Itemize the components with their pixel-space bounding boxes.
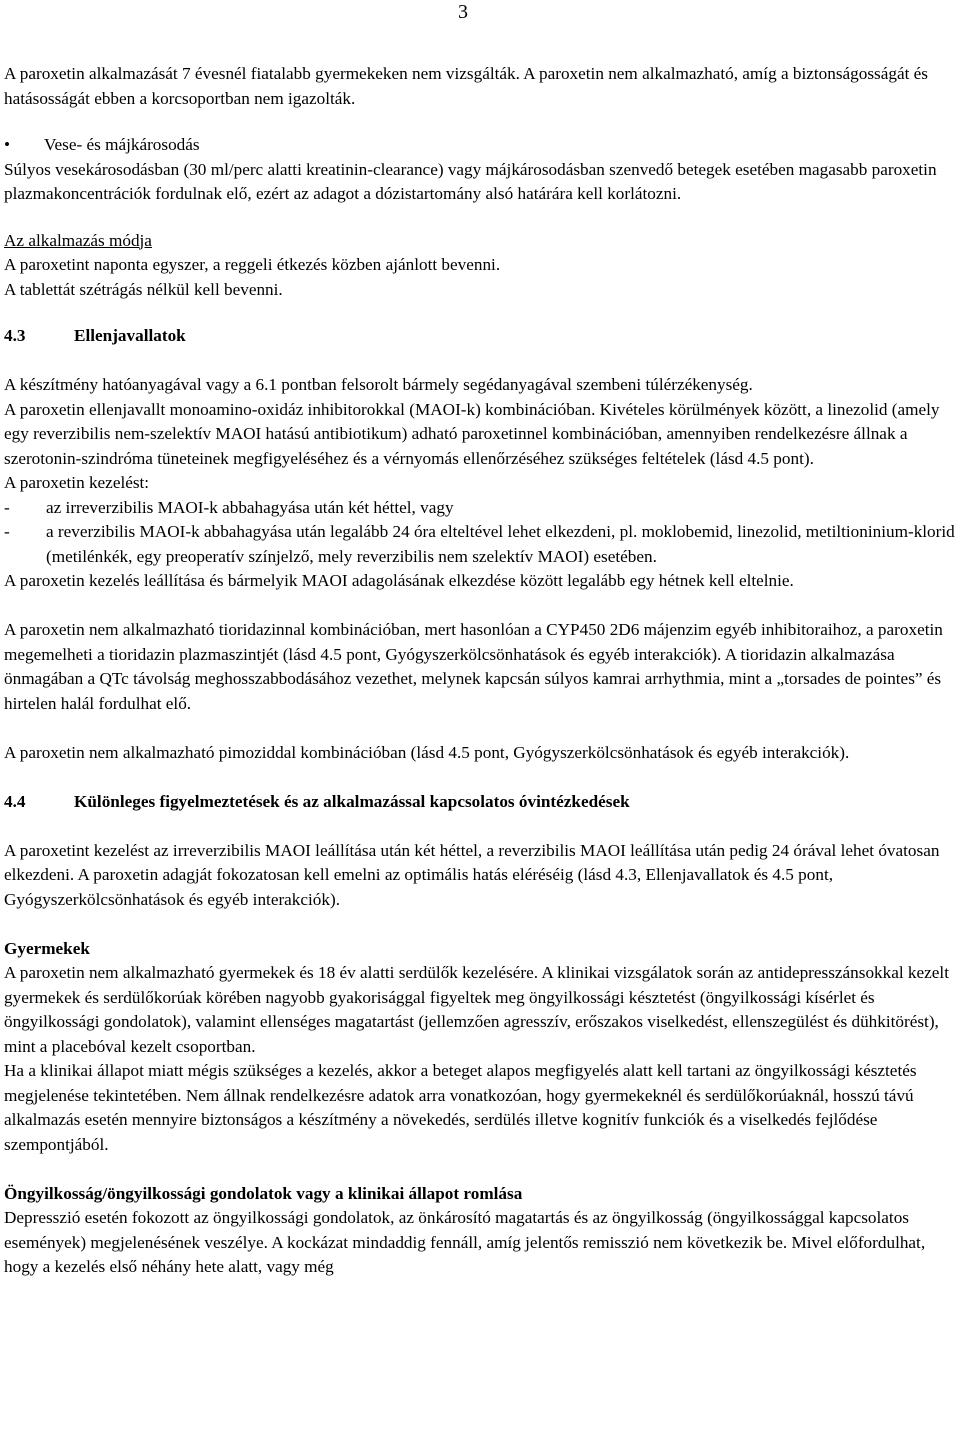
section-title: Ellenjavallatok	[74, 326, 186, 345]
kidney-title-text: Vese- és májkárosodás	[44, 135, 200, 154]
contra-paragraph-3: A paroxetin kezelést:	[4, 473, 150, 492]
warning-paragraph-1: A paroxetint kezelést az irreverzibilis MAOI leállítása után két héttel, a reverzibilis MAOI leállítása után pedig 24 órával lehet óvatosan elkezdeni. A paroxetin adagját fokozatosan kell emelni az optimális hatás eléréséig (lásd 4.3, Ellenjavallatok és 4.5 pont, Gyógyszerkölcsönhatások és egyéb interakciók).	[4, 840, 940, 909]
page-number: 3	[458, 1, 468, 23]
children-title: Gyermekek	[4, 938, 90, 958]
suicide-title: Öngyilkosság/öngyilkossági gondolatok vagy a klinikai állapot romlása	[4, 1183, 523, 1203]
children-paragraph-2: Ha a klinikai állapot miatt mégis szükséges a kezelés, akkor a beteget alapos megfigyelés alatt kell tartani az öngyilkossági késztetés megjelenése tekintetében. Nem állnak rendelkezésre adatok arra vonatkozóan, hogy gyermekeknél és serdülőkorúaknál, hosszú távú alkalmazás esetén mennyire biztonságos a készítmény a növekedés, serdülés illetve kognitív funkciók és a viselkedés fejlődése szempontjából.	[4, 1061, 917, 1154]
kidney-section-title	[4, 133, 956, 158]
contra-paragraph-4: A paroxetin kezelés leállítása és bármelyik MAOI adagolásának elkezdése között legalább egy hétnek kell eltelnie.	[4, 571, 794, 590]
section-number: 4.3	[4, 326, 26, 345]
contra-paragraph-2: A paroxetin ellenjavallt monoamino-oxidáz inhibitorokkal (MAOI-k) kombinációban. Kivételes körülmények között, a linezolid (amely egy reverzibilis nem-szelektív MAOI hatású antibiotikum) adható paroxetinnel kombinációban, amennyiben rendelkezésre állnak a szerotonin-szindróma tüneteinek megfigyeléséhez és a vérnyomás ellenőrzéséhez szükséges feltételek (lásd 4.5 pont).	[4, 399, 940, 468]
suicide-paragraph-1: Depresszió esetén fokozott az öngyilkossági gondolatok, az önkárosító magatartás és az öngyilkosság (öngyilkossággal kapcsolatos események) megjelenésének veszélye. A kockázat mindaddig fennáll, amíg jelentős remisszió nem következik be. Mivel előfordulhat, hogy a kezelés első néhány hete alatt, vagy még	[4, 1208, 926, 1276]
administration-line-1: A paroxetint naponta egyszer, a reggeli étkezés közben ajánlott bevenni.	[4, 255, 501, 274]
document-body	[4, 62, 956, 1280]
dash-marker: -	[4, 522, 10, 541]
kidney-paragraph: Súlyos vesekárosodásban (30 ml/perc alatti kreatinin-clearance) vagy májkárosodásban szenvedő betegek esetében magasabb paroxetin plazmakoncentrációk fordulnak elő, ezért az adagot a dózistartomány alsó határára kell korlátozni.	[4, 159, 937, 203]
children-paragraph-1: A paroxetin nem alkalmazható gyermekek és 18 év alatti serdülők kezelésére. A klinikai vizsgálatok során az antidepresszánsokkal kezelt gyermekek és serdülőkorúak körében nagyobb gyakorisággal figyeltek meg öngyilkossági késztetést (öngyilkossági kísérlet és öngyilkossági gondolatok), valamint ellenséges magatartást (jellemzően agresszív, erőszakos viselkedést, ellenszegülést és dühkitörést), mint a placebóval kezelt csoportban.	[4, 963, 949, 1056]
administration-title: Az alkalmazás módja	[4, 230, 152, 250]
section-title: Különleges figyelmeztetések és az alkalmazással kapcsolatos óvintézkedések	[74, 791, 630, 811]
section-4-3-heading	[4, 324, 956, 349]
list-item	[4, 496, 956, 521]
section-number: 4.4	[4, 791, 26, 811]
bullet-icon: •	[4, 135, 11, 154]
contra-paragraph-5: A paroxetin nem alkalmazható tioridazinnal kombinációban, mert hasonlóan a CYP450 2D6 májenzim egyéb inhibitoraihoz, a paroxetin megemelheti a tioridazin plazmaszintjét (lásd 4.5 pont, Gyógyszerkölcsönhatások és egyéb interakciók). A tioridazin alkalmazása önmagában a QTc távolság meghosszabbodásához vezethet, melynek kapcsán súlyos kamrai arrhythmia, mint a „torsades de pointes” és hirtelen halál fordulhat elő.	[4, 620, 943, 713]
contra-paragraph-6: A paroxetin nem alkalmazható pimoziddal kombinációban (lásd 4.5 pont, Gyógyszerkölcsönhatások és egyéb interakciók).	[4, 742, 850, 762]
children-intro-paragraph: A paroxetin alkalmazását 7 évesnél fiatalabb gyermekeken nem vizsgálták. A paroxetin nem alkalmazható, amíg a biztonságosságát és hatásosságát ebben a korcsoportban nem igazolták.	[4, 64, 928, 108]
list-item	[4, 520, 956, 569]
administration-line-2: A tablettát szétrágás nélkül kell bevenni.	[4, 279, 283, 299]
dash-marker: -	[4, 497, 10, 517]
list-item-text: az irreverzibilis MAOI-k abbahagyása után két héttel, vagy	[46, 497, 454, 517]
contra-paragraph-1: A készítmény hatóanyagával vagy a 6.1 pontban felsorolt bármely segédanyagával szembeni túlérzékenység.	[4, 375, 753, 394]
section-4-4-heading	[4, 790, 956, 815]
list-item-text: a reverzibilis MAOI-k abbahagyása után legalább 24 óra elteltével lehet elkezdeni, pl. moklobemid, linezolid, metiltioninium-klorid (metilénkék, egy preoperatív színjelző, mely reverzibilis nem szelektív MAOI) esetében.	[46, 522, 955, 566]
